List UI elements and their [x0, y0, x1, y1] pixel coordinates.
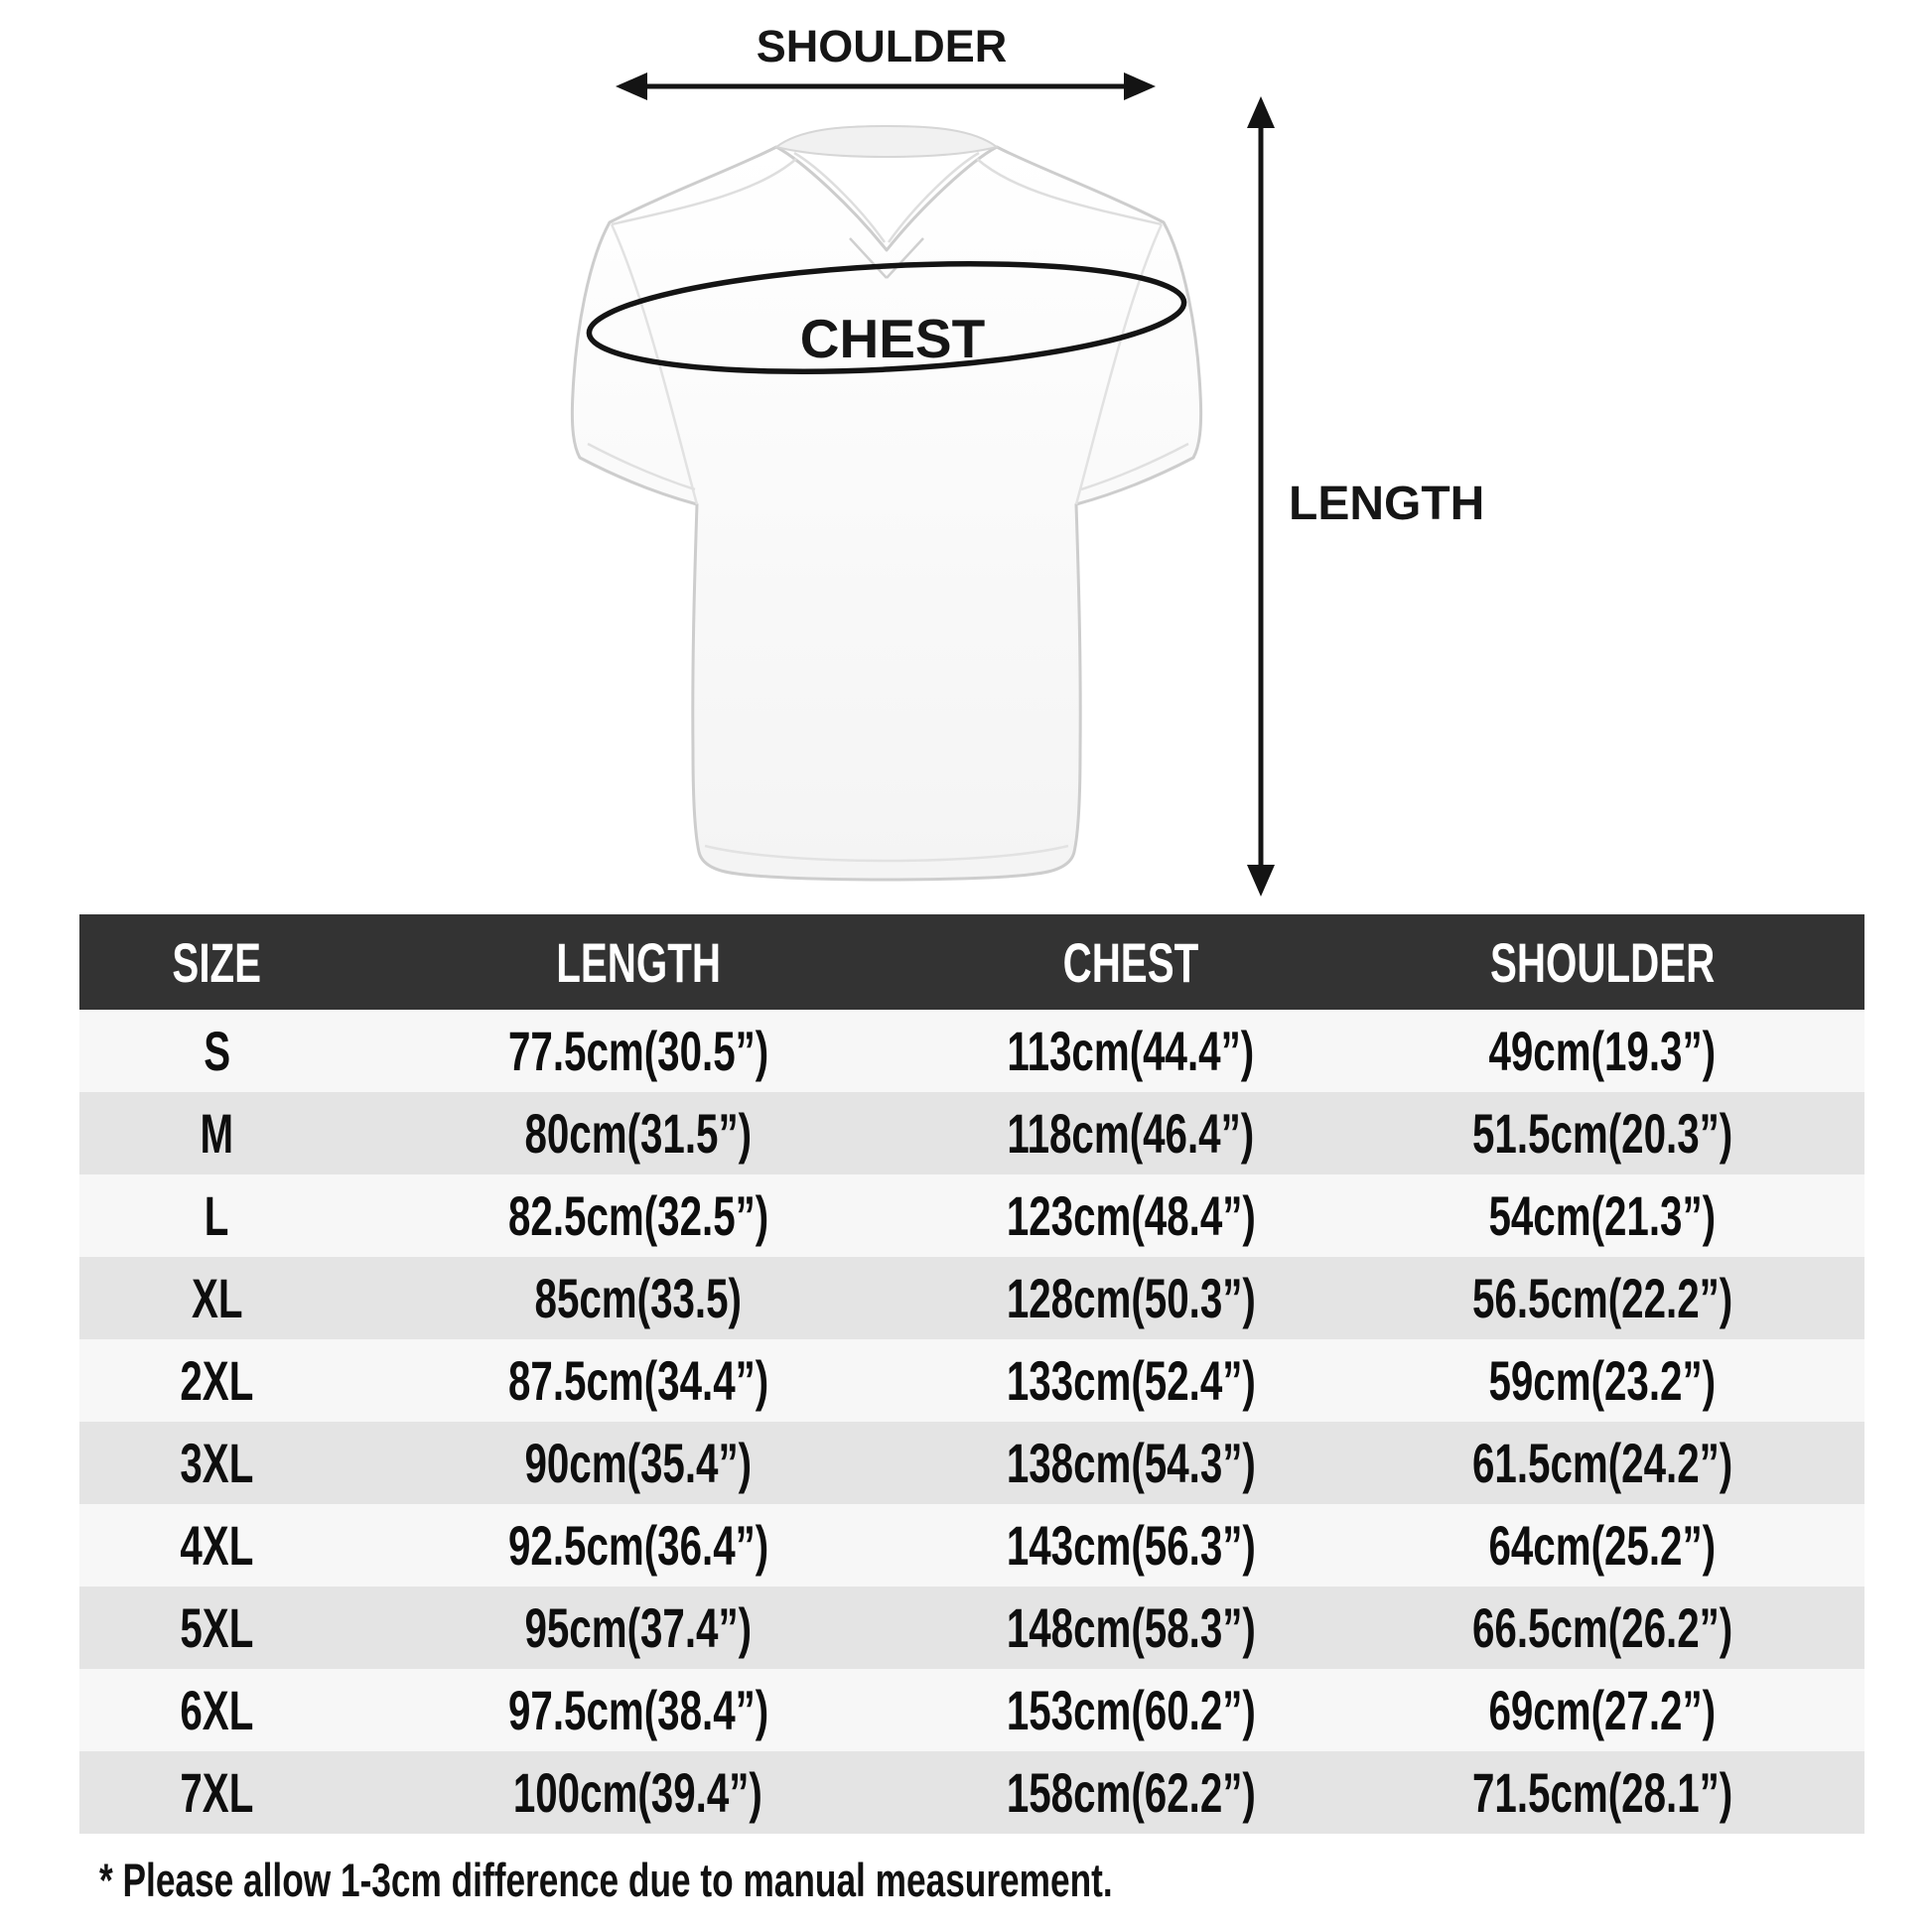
cell-size: 4XL	[180, 1514, 254, 1577]
length-measure-label: LENGTH	[1289, 478, 1485, 530]
table-row	[79, 1669, 1864, 1751]
cell-chest: 153cm(60.2”)	[1006, 1679, 1256, 1741]
cell-shoulder: 54cm(21.3”)	[1488, 1184, 1716, 1247]
shoulder-measure-label: SHOULDER	[756, 21, 1008, 71]
chest-measure-label: CHEST	[799, 308, 986, 369]
cell-chest: 143cm(56.3”)	[1006, 1514, 1256, 1577]
column-header-chest: CHEST	[1062, 930, 1199, 994]
cell-shoulder: 66.5cm(26.2”)	[1471, 1596, 1732, 1659]
cell-shoulder: 61.5cm(24.2”)	[1471, 1432, 1732, 1494]
cell-size: XL	[191, 1267, 243, 1329]
cell-length: 90cm(35.4”)	[524, 1432, 753, 1494]
cell-size: 7XL	[180, 1761, 254, 1824]
table-row	[79, 1092, 1864, 1174]
length-arrow	[1247, 96, 1275, 897]
cell-shoulder: 71.5cm(28.1”)	[1471, 1761, 1732, 1824]
cell-length: 87.5cm(34.4”)	[507, 1349, 768, 1412]
cell-size: 5XL	[180, 1596, 254, 1659]
cell-size: M	[200, 1102, 234, 1165]
cell-length: 80cm(31.5”)	[524, 1102, 753, 1165]
cell-chest: 133cm(52.4”)	[1006, 1349, 1256, 1412]
cell-shoulder: 51.5cm(20.3”)	[1471, 1102, 1732, 1165]
measurement-note: * Please allow 1-3cm difference due to manual measurement.	[99, 1854, 1113, 1906]
cell-length: 100cm(39.4”)	[513, 1761, 763, 1824]
table-row	[79, 1257, 1864, 1339]
column-header-shoulder: SHOULDER	[1489, 930, 1715, 994]
jersey-graphic	[572, 126, 1200, 880]
cell-length: 92.5cm(36.4”)	[507, 1514, 768, 1577]
cell-length: 97.5cm(38.4”)	[507, 1679, 768, 1741]
shoulder-arrow	[616, 72, 1156, 100]
jersey-body	[572, 147, 1200, 880]
cell-chest: 148cm(58.3”)	[1006, 1596, 1256, 1659]
cell-chest: 128cm(50.3”)	[1006, 1267, 1256, 1329]
cell-size: 3XL	[180, 1432, 254, 1494]
cell-shoulder: 69cm(27.2”)	[1488, 1679, 1716, 1741]
table-row	[79, 1010, 1864, 1092]
cell-chest: 118cm(46.4”)	[1007, 1102, 1255, 1165]
table-row	[79, 1751, 1864, 1834]
cell-chest: 138cm(54.3”)	[1006, 1432, 1256, 1494]
cell-size: 6XL	[180, 1679, 254, 1741]
cell-shoulder: 59cm(23.2”)	[1488, 1349, 1716, 1412]
cell-size: L	[205, 1184, 229, 1247]
table-row	[79, 1587, 1864, 1669]
cell-length: 85cm(33.5)	[534, 1267, 742, 1329]
cell-chest: 123cm(48.4”)	[1006, 1184, 1256, 1247]
column-header-length: LENGTH	[555, 930, 721, 994]
cell-shoulder: 56.5cm(22.2”)	[1471, 1267, 1732, 1329]
size-table	[79, 914, 1864, 1834]
jersey-back-collar	[776, 126, 997, 157]
cell-shoulder: 49cm(19.3”)	[1488, 1020, 1716, 1082]
cell-size: S	[203, 1020, 230, 1082]
table-header-row	[79, 914, 1864, 1010]
table-row	[79, 1422, 1864, 1504]
cell-shoulder: 64cm(25.2”)	[1488, 1514, 1716, 1577]
cell-length: 77.5cm(30.5”)	[507, 1020, 768, 1082]
table-row	[79, 1339, 1864, 1422]
cell-chest: 113cm(44.4”)	[1007, 1020, 1255, 1082]
cell-length: 82.5cm(32.5”)	[507, 1184, 768, 1247]
cell-length: 95cm(37.4”)	[524, 1596, 753, 1659]
measurement-diagram	[0, 0, 1932, 913]
cell-chest: 158cm(62.2”)	[1006, 1761, 1256, 1824]
table-row	[79, 1174, 1864, 1257]
cell-size: 2XL	[180, 1349, 254, 1412]
table-row	[79, 1504, 1864, 1587]
jersey-illustration	[0, 0, 1932, 913]
column-header-size: SIZE	[172, 930, 262, 994]
